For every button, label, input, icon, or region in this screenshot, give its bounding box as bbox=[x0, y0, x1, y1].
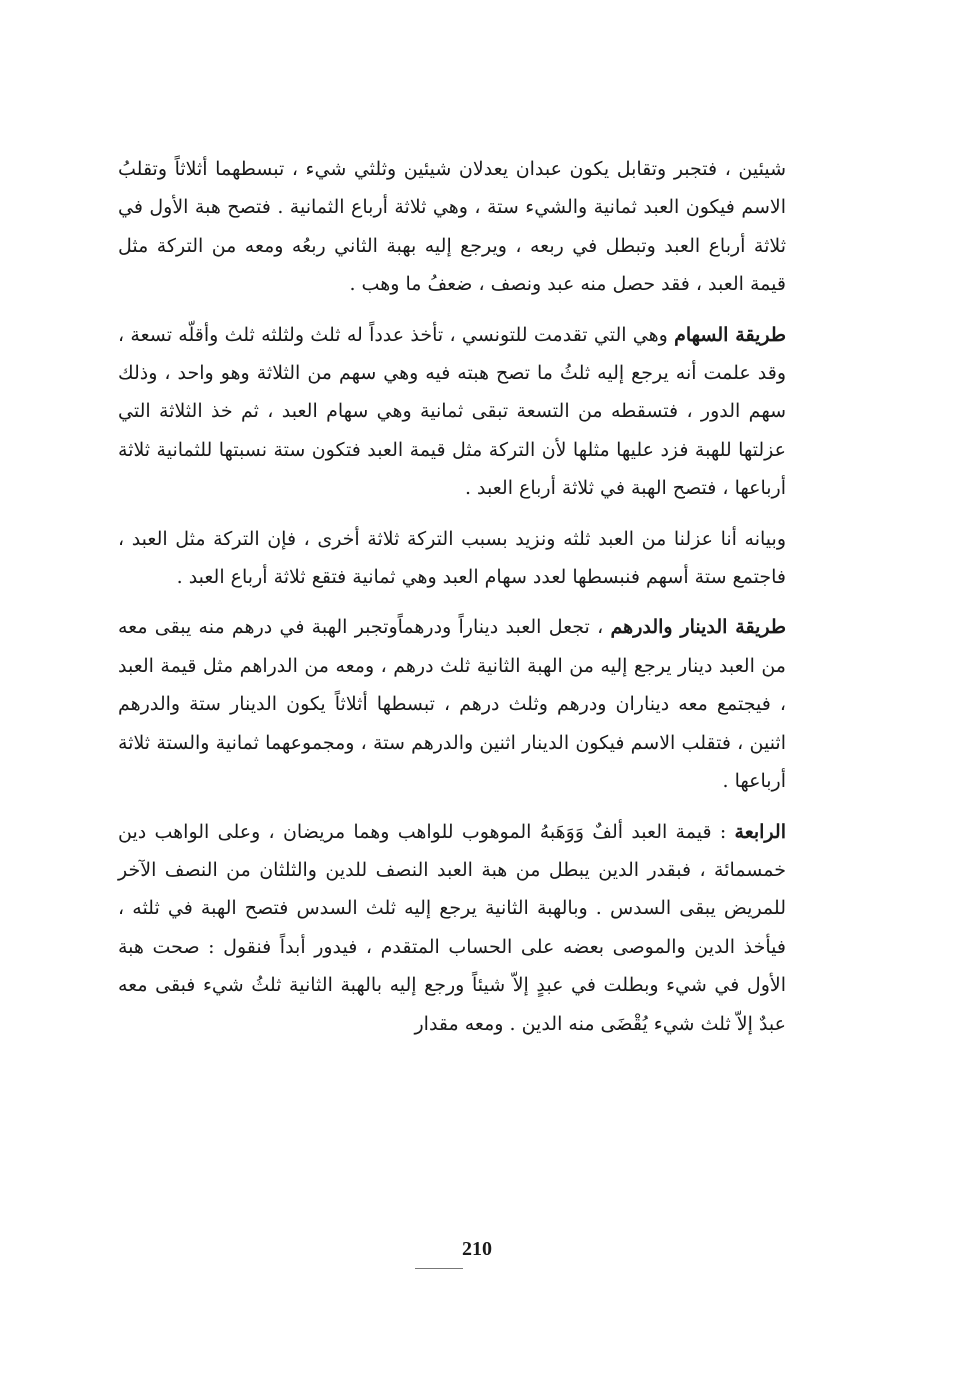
paragraph-4 bbox=[118, 608, 786, 800]
paragraph-text: وبيانه أنا عزلنا من العبد ثلثه ونزيد بسبب التركة ثلاثة أخرى ، فإن التركة مثل العبد ، فاجتمع ستة أسهم فنبسطها لعدد سهام العبد وهي ثمانية فتقع ثلاثة أرباع العبد . bbox=[118, 527, 786, 589]
paragraph-text: وهي التي تقدمت للتونسي ، تأخذ عدداً له ثلث ولثلثه ثلث وأقلّه تسعة ، وقد علمت أنه يرجع إليه ثلثُ ما تصح هبته فيه وهي سهم من الثلاثة وهو واحد ، وذلك سهم الدور ، فتسقطه من التسعة تبقى ثمانية وهي سهام العبد ، ثم خذ الثلاثة التي عزلتها للهبة فزد عليها مثلها لأن التركة مثل قيمة العبد فتكون ستة نسبتها للثمانية ثلاثة أرباعها ، فتصح الهبة في ثلاثة أرباع العبد . bbox=[118, 323, 786, 500]
paragraph-5 bbox=[118, 813, 786, 1043]
paragraph-text: ، تجعل العبد ديناراً ودرهماًوتجبر الهبة في درهم منه يبقى معه من العبد دينار يرجع إليه من الهبة الثانية ثلث درهم ، ومعه من الدراهم مثل قيمة العبد ، فيجتمع معه ديناران ودرهم وثلث درهم ، تبسطها أثلاثاً يكون الدينار ستة والدرهم اثنين ، فتقلب الاسم فيكون الدينار اثنين والدرهم ستة ، ومجموعهما ثمانية والستة ثلاثة أرباعها . bbox=[118, 616, 786, 793]
paragraph-3 bbox=[118, 520, 786, 597]
paragraph-2 bbox=[118, 316, 786, 508]
paragraph-text: شيئين ، فتجبر وتقابل يكون عبدان يعدلان شيئين وثلثي شيء ، تبسطهما أثلاثاً وتقلبُ الاسم فيكون العبد ثمانية والشيء ستة ، وهي ثلاثة أرباع الثمانية . فتصح هبة الأول في ثلاثة أرباع العبد وتبطل في ربعه ، ويرجع إليه بهبة الثاني ربعُه ومعه من التركة مثل قيمة العبد ، فقد حصل منه عبد ونصف ، ضعفُ ما وهب . bbox=[118, 158, 786, 296]
paragraph-heading: الرابعة bbox=[734, 820, 786, 843]
page-number: 210 bbox=[462, 1238, 492, 1260]
page-number-underline bbox=[415, 1268, 463, 1269]
paragraph-heading: طريقة الدينار والدرهم bbox=[610, 616, 787, 639]
paragraph-heading: طريقة السهام bbox=[674, 323, 787, 346]
body-text bbox=[118, 150, 786, 1043]
paragraph-text: : قيمة العبد ألفٌ وَوَهَبهُ الموهوب للواهب وهما مريضان ، وعلى الواهب دين خمسمائة ، فبقدر الدين يبطل من هبة العبد النصف للدين والثلثان من النصف الآخر للمريض يبقى السدس . وبالهبة الثانية يرجع إليه ثلث السدس فتصح الهبة في ثلثه ، فيأخذ الدين والموصى بعضه على الحساب المتقدم ، فيدور أبداً فنقول : صحت هبة الأول في شيء وبطلت في عبدٍ إلاّ شيئاً ورجع إليه بالهبة الثانية ثلثُ شيء فبقى معه عبدٌ إلاّ ثلث شيء يُقْضَى منه الدين . ومعه مقدار bbox=[118, 820, 786, 1035]
paragraph-1 bbox=[118, 150, 786, 304]
